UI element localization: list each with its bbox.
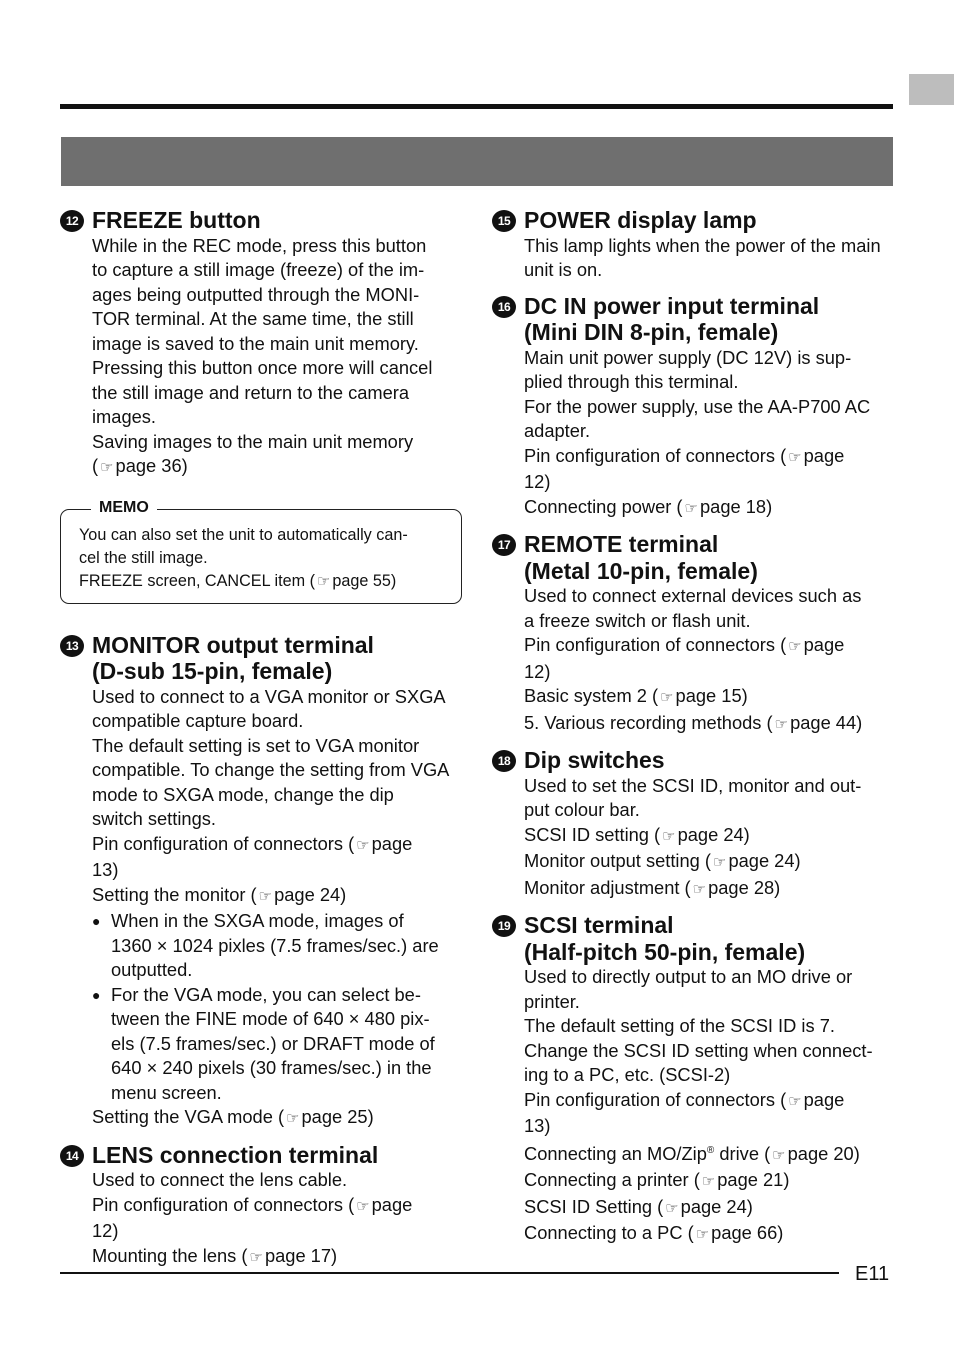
left-column [60, 205, 462, 1278]
body-line: Used to directly output to an MO drive or [524, 966, 853, 987]
ref-prefix: 5. Various recording methods ( [524, 711, 773, 733]
body-line: The default setting is set to VGA monitor [92, 734, 420, 756]
right-column [492, 205, 894, 1256]
body-line: TOR terminal. At the same time, the still [92, 308, 414, 329]
section-lens [60, 1140, 462, 1271]
body-line: 12) [524, 660, 551, 682]
ref-text: page 36) [115, 455, 188, 476]
page-reference [92, 454, 462, 481]
section-body [92, 685, 462, 1132]
page-reference [524, 1139, 894, 1169]
body-line: adapter. [524, 420, 591, 441]
section-power [492, 205, 894, 283]
page-reference [92, 883, 462, 910]
ref-text: page 24) [677, 823, 750, 845]
page-reference [524, 633, 894, 660]
ref-prefix: Basic system 2 ( [524, 685, 659, 706]
page-reference [92, 1105, 462, 1132]
body-line: 13) [92, 859, 119, 880]
bullet-dot-icon: ● [92, 913, 101, 929]
page-reference [524, 1195, 894, 1222]
section-body [524, 584, 894, 737]
page-reference [524, 849, 894, 876]
ref-text: page 24) [274, 883, 347, 905]
ref-prefix: Mounting the lens ( [92, 1244, 248, 1266]
hand-pointing-icon: ☞ [316, 572, 331, 590]
bullet-dot-icon: ● [92, 986, 101, 1003]
memo-line: cel the still image. [79, 548, 208, 567]
memo-line: You can also set the unit to automatically can- [79, 525, 408, 544]
bullet-line: outputted. [111, 959, 193, 980]
section-title: LENS connection terminal [92, 1141, 379, 1168]
section-title [524, 531, 758, 584]
ref-text: page 24) [680, 1195, 753, 1217]
section-dip-switches [492, 745, 894, 902]
section-number-badge: 15 [492, 210, 516, 232]
section-body [524, 774, 894, 903]
title-line: SCSI terminal [524, 912, 674, 938]
body-line: Used to connect external devices such as [524, 585, 862, 606]
section-body [524, 965, 894, 1248]
section-freeze [60, 205, 462, 481]
ref-text: page 66) [711, 1222, 784, 1244]
hand-pointing-icon: ☞ [356, 1197, 370, 1215]
body-line: Change the SCSI ID setting when connect- [524, 1039, 873, 1061]
section-body [524, 346, 894, 522]
body-line: 12) [92, 1220, 119, 1241]
page-reference [524, 876, 894, 903]
ref-text: page [803, 444, 845, 466]
ref-text: page [803, 634, 845, 655]
body-line: Main unit power supply (DC 12V) is sup- [524, 346, 852, 368]
title-line: REMOTE terminal [524, 531, 719, 557]
title-line: (Mini DIN 8-pin, female) [524, 319, 779, 345]
section-scsi [492, 910, 894, 1248]
ref-text: page 25) [301, 1106, 374, 1127]
ref-prefix: FREEZE screen, CANCEL item ( [79, 571, 315, 590]
ref-prefix: SCSI ID Setting ( [524, 1195, 664, 1217]
section-title: POWER display lamp [524, 207, 757, 233]
ref-text: page [803, 1088, 845, 1110]
page-reference [92, 1193, 462, 1220]
ref-prefix: Monitor output setting ( [524, 850, 711, 871]
title-line: MONITOR output terminal [92, 631, 374, 658]
page-number: E11 [855, 1263, 890, 1285]
section-dc-in [492, 291, 894, 522]
body-line: Used to set the SCSI ID, monitor and out- [524, 774, 862, 796]
body-line: plied through this terminal. [524, 371, 739, 392]
page-reference [92, 1244, 462, 1271]
body-line: While in the REC mode, press this button [92, 234, 427, 256]
ref-text: page 44) [790, 711, 863, 733]
section-title [92, 632, 374, 685]
page-reference [524, 1168, 894, 1195]
body-line: printer. [524, 990, 580, 1012]
section-number-badge: 19 [492, 915, 516, 937]
memo-box [60, 498, 462, 604]
ref-prefix: Connecting to a PC ( [524, 1222, 694, 1244]
hand-pointing-icon: ☞ [788, 638, 802, 655]
hand-pointing-icon: ☞ [662, 827, 676, 845]
bullet-line: menu screen. [111, 1081, 222, 1103]
page-reference [92, 832, 462, 859]
body-line: to capture a still image (freeze) of the im- [92, 259, 425, 280]
bullet-item [92, 909, 462, 983]
hand-pointing-icon: ☞ [356, 836, 370, 854]
hand-pointing-icon: ☞ [100, 459, 114, 476]
ref-prefix: ( [92, 455, 99, 476]
ref-text: page 21) [717, 1169, 790, 1191]
hand-pointing-icon: ☞ [684, 499, 698, 517]
hand-pointing-icon: ☞ [665, 1199, 679, 1217]
bottom-rule [60, 1272, 839, 1274]
header-band [61, 137, 893, 186]
hand-pointing-icon: ☞ [695, 1226, 710, 1244]
body-line: 13) [524, 1115, 551, 1136]
ref-text: page 17) [264, 1244, 338, 1266]
ref-prefix: Pin configuration of connectors ( [524, 444, 787, 466]
ref-text: page 55) [332, 571, 397, 590]
body-line: image is saved to the main unit memory. [92, 332, 419, 354]
body-line: compatible capture board. [92, 710, 304, 731]
ref-prefix: Pin configuration of connectors ( [524, 634, 787, 655]
bullet-line: tween the FINE mode of 640 × 480 pix- [111, 1008, 430, 1029]
body-line: Pressing this button once more will cancel [92, 357, 433, 378]
body-line: switch settings. [92, 808, 216, 829]
hand-pointing-icon: ☞ [660, 689, 674, 706]
ref-text: page [371, 832, 413, 854]
section-monitor [60, 630, 462, 1132]
bullet-line: 1360 × 1024 pixles (7.5 frames/sec.) are [111, 934, 439, 956]
ref-prefix: Connecting an MO/Zip [524, 1142, 707, 1164]
ref-text: page 24) [728, 850, 801, 871]
memo-reference [79, 570, 443, 593]
section-number-badge: 18 [492, 750, 516, 772]
hand-pointing-icon: ☞ [712, 854, 727, 871]
section-number-badge: 17 [492, 534, 516, 556]
body-line: This lamp lights when the power of the main [524, 234, 881, 256]
page-reference [524, 444, 894, 471]
body-line: For the power supply, use the AA-P700 AC [524, 395, 871, 417]
ref-text: page 20) [787, 1142, 860, 1164]
body-line: Saving images to the main unit memory [92, 430, 414, 452]
body-line: 12) [524, 471, 551, 492]
title-line: (D-sub 15-pin, female) [92, 658, 333, 684]
ref-prefix: Monitor adjustment ( [524, 876, 691, 898]
hand-pointing-icon: ☞ [692, 880, 707, 898]
body-line: unit is on. [524, 259, 603, 280]
bullet-line: For the VGA mode, you can select be- [111, 983, 421, 1005]
hand-pointing-icon: ☞ [788, 448, 802, 466]
ref-text: page 18) [699, 495, 773, 517]
body-line: a freeze switch or flash unit. [524, 609, 751, 631]
body-line: Used to connect the lens cable. [92, 1169, 348, 1190]
hand-pointing-icon: ☞ [258, 887, 273, 905]
ref-prefix: Pin configuration of connectors ( [92, 1193, 355, 1215]
body-line: ages being outputted through the MONI- [92, 283, 420, 305]
page-reference [524, 711, 894, 738]
bullet-line: When in the SXGA mode, images of [111, 910, 404, 931]
title-line: DC IN power input terminal [524, 292, 820, 319]
section-number-badge: 13 [60, 635, 84, 657]
memo-label: MEMO [91, 499, 157, 517]
ref-prefix: Setting the VGA mode ( [92, 1106, 285, 1127]
hand-pointing-icon: ☞ [772, 1146, 786, 1164]
title-line: (Metal 10-pin, female) [524, 557, 758, 584]
body-line: the still image and return to the camera [92, 381, 410, 403]
registered-mark: ® [706, 1144, 715, 1156]
hand-pointing-icon: ☞ [249, 1248, 263, 1266]
ref-prefix: SCSI ID setting ( [524, 823, 661, 845]
hand-pointing-icon: ☞ [774, 715, 789, 733]
body-line: Used to connect to a VGA monitor or SXGA [92, 685, 446, 707]
bullet-item [92, 983, 462, 1106]
ref-prefix: Pin configuration of connectors ( [92, 832, 355, 854]
body-line: ing to a PC, etc. (SCSI-2) [524, 1064, 731, 1085]
section-title [524, 293, 819, 346]
section-title: FREEZE button [92, 207, 261, 233]
page-reference [524, 495, 894, 522]
body-line: The default setting of the SCSI ID is 7. [524, 1015, 835, 1036]
section-title [524, 912, 805, 965]
ref-text: page [371, 1193, 413, 1215]
section-body [524, 234, 894, 283]
page-reference [524, 684, 894, 711]
section-title: Dip switches [524, 747, 665, 773]
page-reference [524, 1221, 894, 1248]
hand-pointing-icon: ☞ [701, 1173, 716, 1191]
body-line: mode to SXGA mode, change the dip [92, 783, 394, 805]
section-number-badge: 12 [60, 210, 84, 232]
section-remote [492, 529, 894, 737]
section-body [92, 234, 462, 481]
ref-prefix: Connecting a printer ( [524, 1169, 700, 1191]
page-reference [524, 823, 894, 850]
ref-prefix: Setting the monitor ( [92, 883, 257, 905]
body-line: images. [92, 406, 157, 427]
section-body [92, 1168, 462, 1270]
section-number-badge: 14 [60, 1145, 84, 1167]
bullet-line: 640 × 240 pixels (30 frames/sec.) in the [111, 1057, 432, 1078]
hand-pointing-icon: ☞ [788, 1092, 802, 1110]
ref-text: page 15) [675, 685, 748, 706]
ref-prefix: Pin configuration of connectors ( [524, 1088, 787, 1110]
top-rule [60, 104, 893, 109]
body-line: put colour bar. [524, 799, 640, 820]
bullet-line: els (7.5 frames/sec.) or DRAFT mode of [111, 1032, 435, 1054]
section-number-badge: 16 [492, 296, 516, 318]
ref-text: page 28) [708, 876, 781, 898]
side-tab-marker [909, 74, 954, 105]
ref-prefix: drive ( [714, 1142, 771, 1164]
page-reference [524, 1088, 894, 1115]
body-line: compatible. To change the setting from VGA [92, 759, 450, 780]
hand-pointing-icon: ☞ [286, 1110, 300, 1127]
ref-prefix: Connecting power ( [524, 495, 683, 517]
title-line: (Half-pitch 50-pin, female) [524, 938, 806, 965]
